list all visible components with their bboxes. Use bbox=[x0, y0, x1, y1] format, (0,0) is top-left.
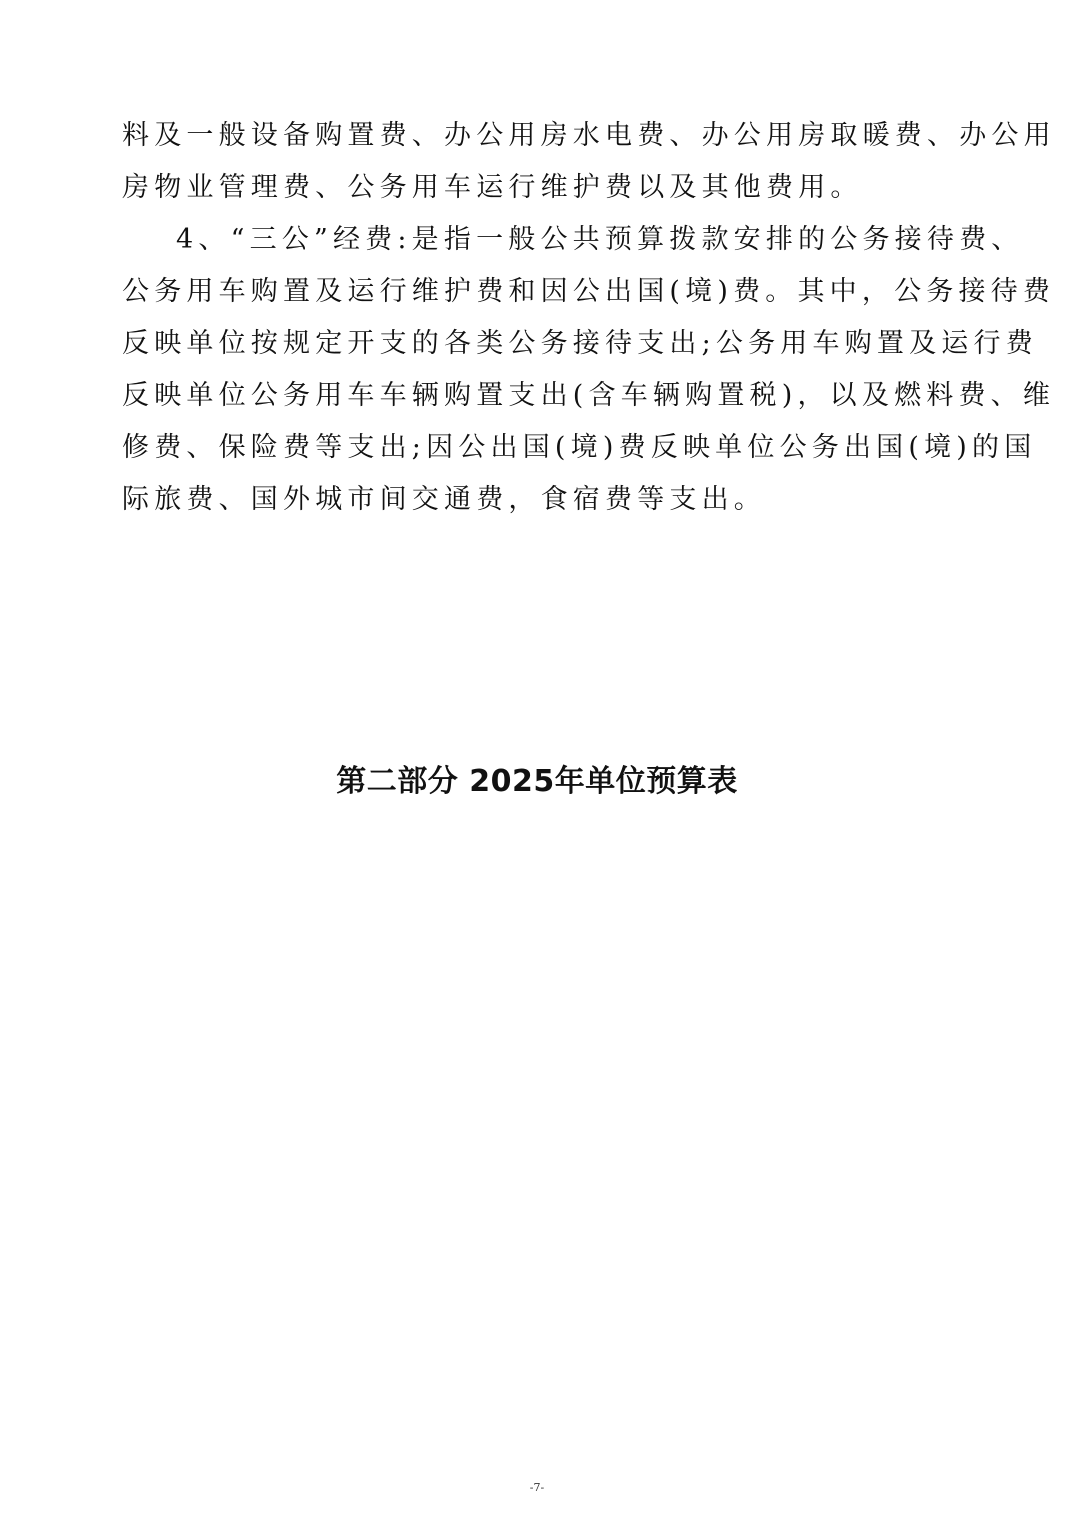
body-line: 反映单位公务用车车辆购置支出(含车辆购置税)，以及燃料费、维 bbox=[122, 380, 1056, 411]
body-line: 修费、保险费等支出;因公出国(境)费反映单位公务出国(境)的国 bbox=[122, 432, 1037, 463]
body-line: 际旅费、国外城市间交通费，食宿费等支出。 bbox=[122, 484, 766, 515]
body-text bbox=[122, 110, 1056, 526]
section-heading: 第二部分 2025年单位预算表 bbox=[336, 764, 738, 799]
body-line: 料及一般设备购置费、办公用房水电费、办公用房取暖费、办公用 bbox=[122, 120, 1056, 151]
body-line: 4、“三公”经费:是指一般公共预算拨款安排的公务接待费、 bbox=[176, 224, 1024, 255]
body-line: 公务用车购置及运行维护费和因公出国(境)费。其中，公务接待费 bbox=[122, 276, 1056, 307]
body-line: 反映单位按规定开支的各类公务接待支出;公务用车购置及运行费 bbox=[122, 328, 1038, 359]
page-number: -7- bbox=[529, 1481, 545, 1494]
body-line: 房物业管理费、公务用车运行维护费以及其他费用。 bbox=[122, 172, 863, 203]
